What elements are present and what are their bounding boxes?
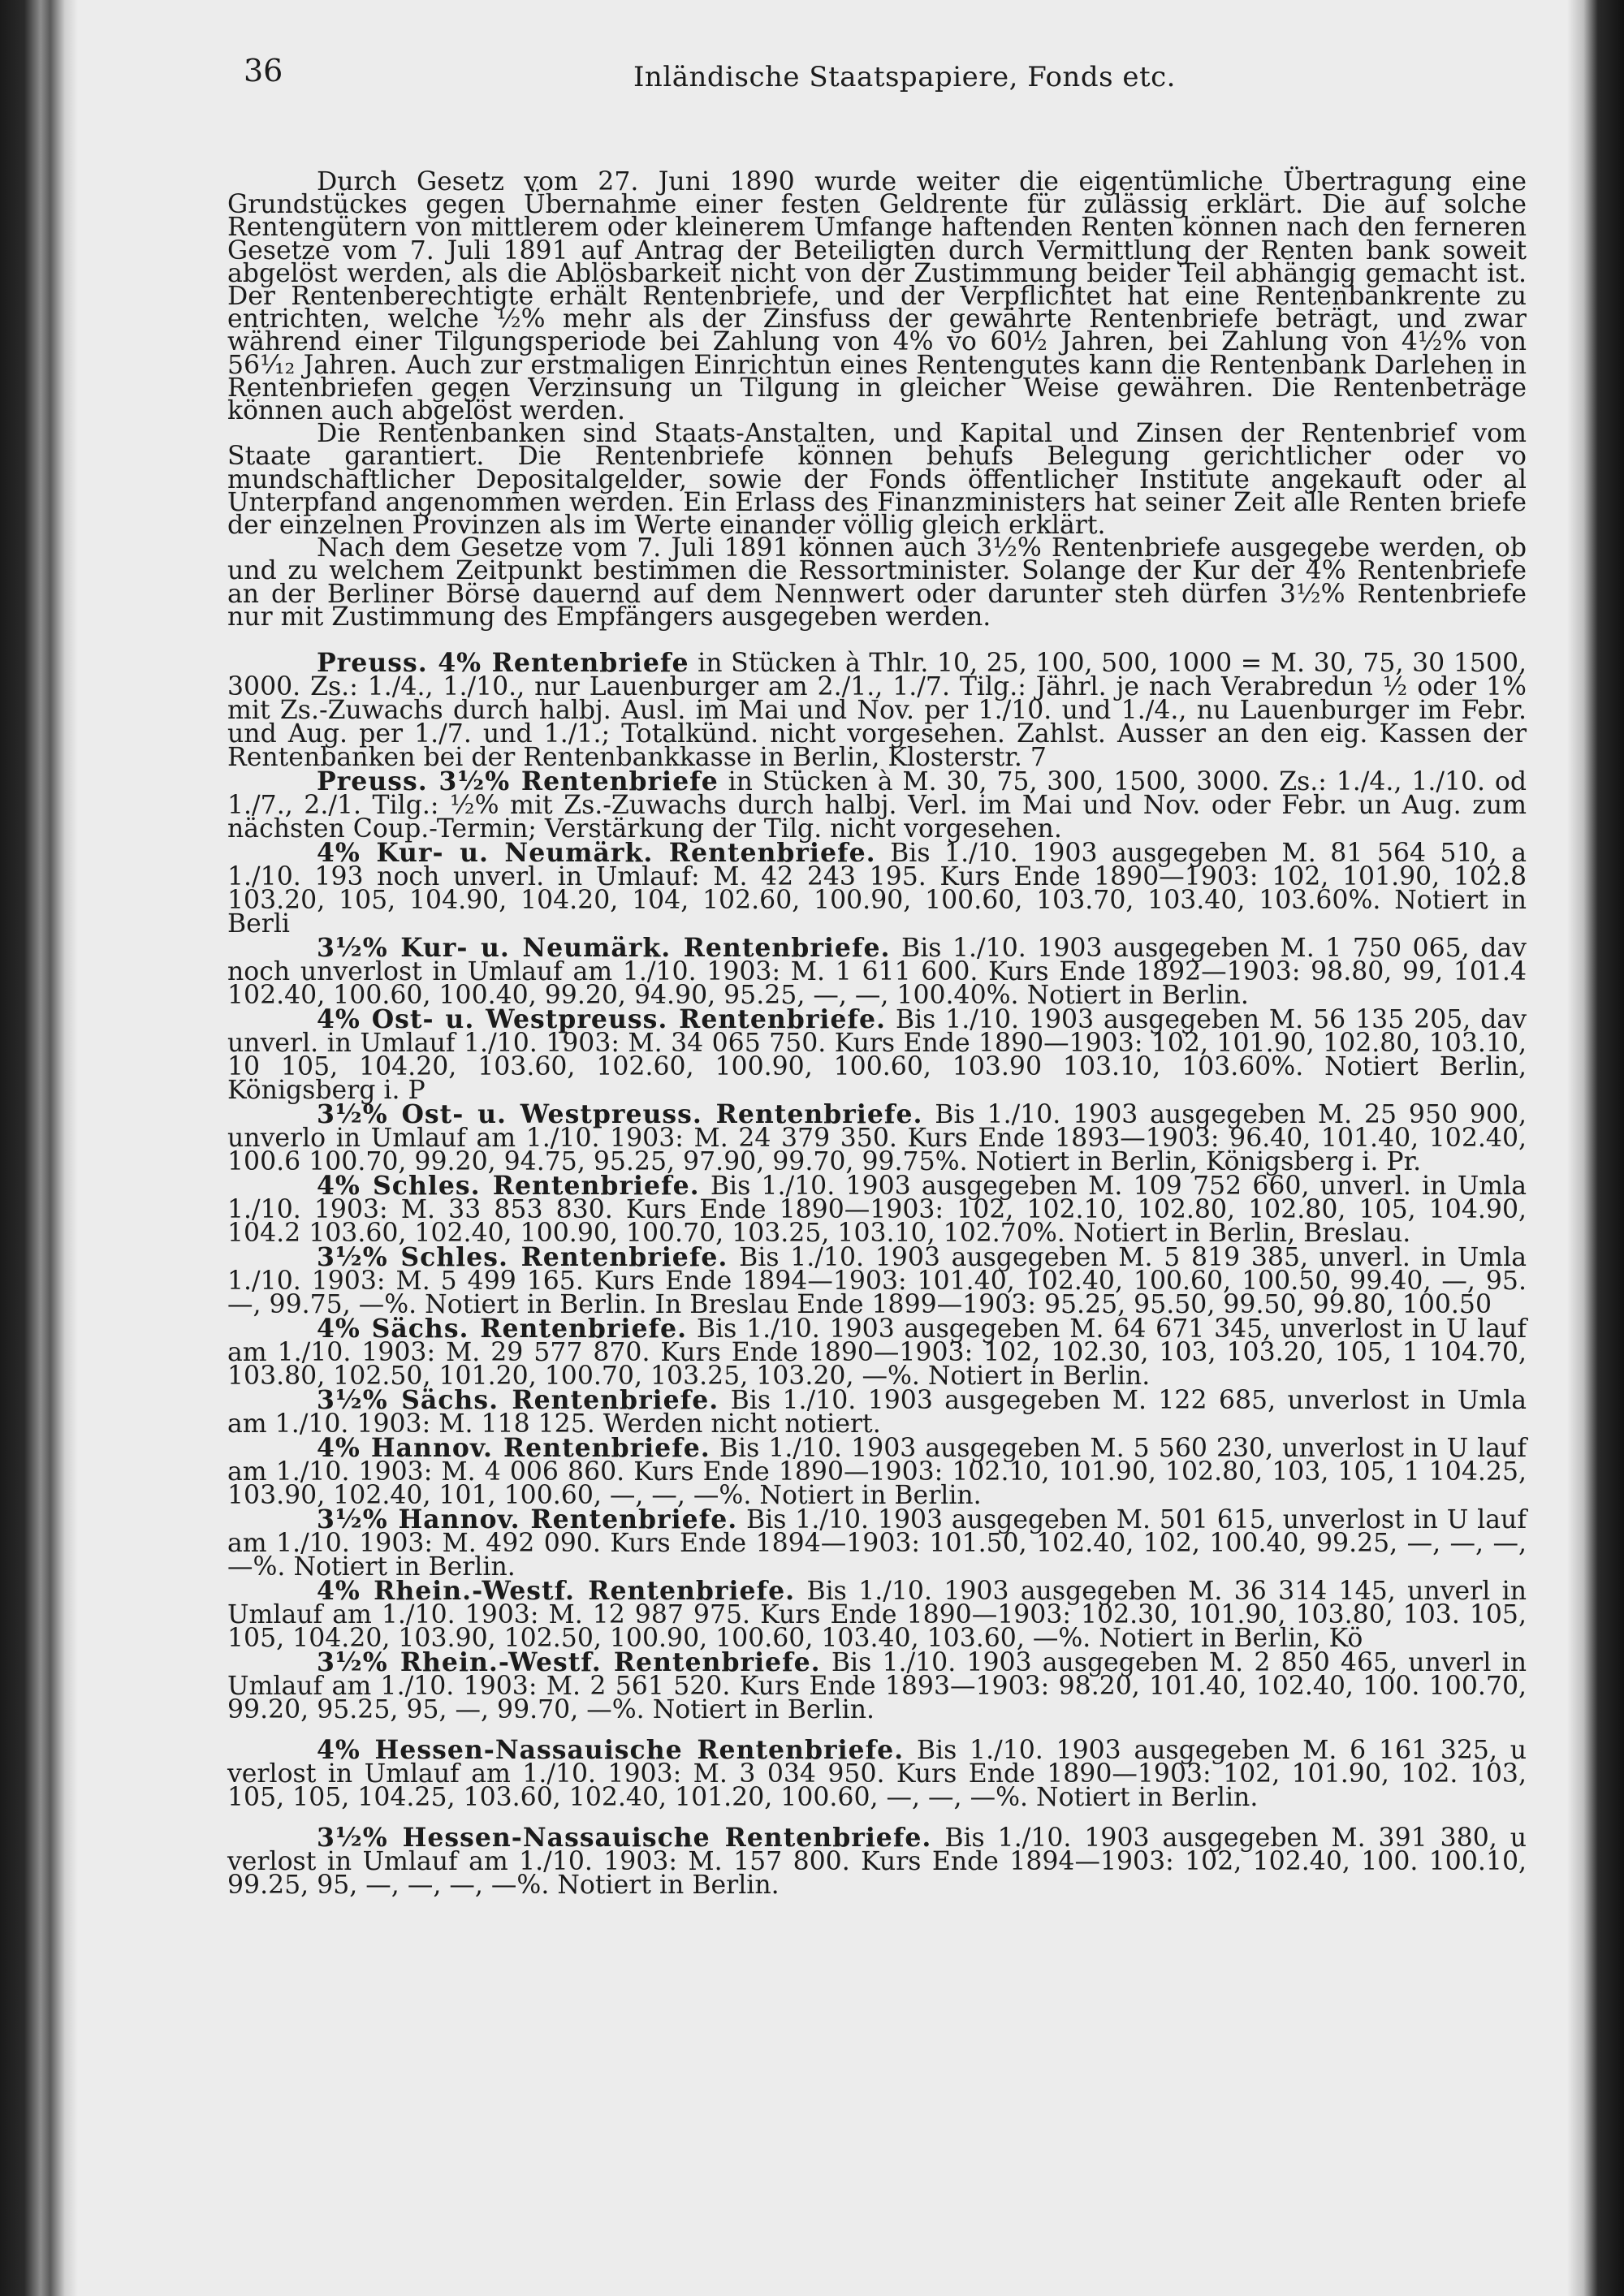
bond-details: Bis 1./10. 1903 ausgegeben M. 1 750 065, dav noch unverlost in Umlauf am 1./10. 1903: M. 1 611 600. Kurs Ende 1892—1903: 98.80, 99, 101.4 102.40, 100.60, 100.40, 99.20, 94.90, 95.25, —, —, 100.40%. Notiert in Berlin.: [227, 934, 1527, 1011]
bond-details: Bis 1./10. 1903 ausgegeben M. 109 752 660, unverl. in Umla 1./10. 1903: M. 33 853 830. Kurs Ende 1890—1903: 102, 102.10, 102.80, 102.80, 105, 104.90, 104.2 103.60, 102.40, 100.90, 100.70, 103.25, 103.10, 102.70%. Notiert in Berlin, Breslau.: [227, 1172, 1527, 1249]
bond-details: Bis 1./10. 1903 ausgegeben M. 391 380, u verlost in Umlauf am 1./10. 1903: M. 157 800. Kurs Ende 1894—1903: 102, 102.40, 100. 100.10, 99.25, 95, —, —, —, —%. Notiert in Berlin.: [227, 1823, 1527, 1901]
bond-entry: [227, 1314, 1527, 1392]
bond-details: Bis 1./10. 1903 ausgegeben M. 56 135 205, dav unverl. in Umlauf 1./10. 1903: M. 34 065 750. Kurs Ende 1890—1903: 102, 101.90, 102.80, 103.10, 10 105, 104.20, 103.60, 102.60, 100.90, 100.60, 103.90 103.10, 103.60%. Notiert Berlin, Königsberg i. P: [227, 1005, 1527, 1106]
bond-entry: [227, 1099, 1527, 1177]
bond-entry: [227, 1576, 1527, 1654]
bond-entry: [227, 933, 1527, 1011]
paragraph: Durch Gesetz vom 27. Juni 1890 wurde weiter die eigentümliche Übertragung eine Grundstückes gegen Übernahme einer festen Geldrente für zulässig erklärt. Die auf solche Rentengütern von mittlerem oder kleinerem Umfange haftenden Renten können nach den ferneren Gesetze vom 7. Juli 1891 auf Antrag der Beteiligten durch Vermittlung der Renten bank soweit abgelöst werden, als die Ablösbarkeit nicht von der Zustimmung beider Teil abhängig gemacht ist. Der Rentenberechtigte erhält Rentenbriefe, und der Verpflichtet hat eine Rentenbankrente zu entrichten, welche ½% mehr als der Zinsfuss der gewährte Rentenbriefe beträgt, und zwar während einer Tilgungsperiode bei Zahlung von 4% vo 60½ Jahren, bei Zahlung von 4½% von 56¹⁄₁₂ Jahren. Auch zur erstmaligen Einrichtun eines Rentengutes kann die Rentenbank Darlehen in Rentenbriefen gegen Verzinsung un Tilgung in gleicher Weise gewähren. Die Rentenbeträge können auch abgelöst werden.: [227, 167, 1527, 426]
bond-name: 3½% Ost- u. Westpreuss. Rentenbriefe.: [317, 1099, 923, 1130]
bond-details: Bis 1./10. 1903 ausgegeben M. 36 314 145, unverl in Umlauf am 1./10. 1903: M. 12 987 975. Kurs Ende 1890—1903: 102.30, 101.90, 103.80, 103. 105, 105, 104.20, 103.90, 102.50, 100.90, 100.60, 103.40, 103.60, —%. Notiert in Berlin, Kö: [227, 1577, 1527, 1654]
scan-border-right: [1567, 0, 1624, 2296]
page-header: [227, 45, 1527, 101]
paragraph: Nach dem Gesetze vom 7. Juli 1891 können auch 3½% Rentenbriefe ausgegebe werden, ob und zu welchem Zeitpunkt bestimmen die Ressortminister. Solange der Kur der 4% Rentenbriefe an der Berliner Börse dauernd auf dem Nennwert oder darunter steh dürfen 3½% Rentenbriefe nur mit Zustimmung des Empfängers ausgegeben werden.: [227, 533, 1527, 632]
running-title: Inländische Staatspapiere, Fonds etc.: [633, 61, 1176, 93]
bond-details: Bis 1./10. 1903 ausgegeben M. 2 850 465, unverl in Umlauf am 1./10. 1903: M. 2 561 520. Kurs Ende 1893—1903: 98.20, 101.40, 102.40, 100. 100.70, 99.20, 95.25, 95, —, 99.70, —%. Notiert in Berlin.: [227, 1648, 1527, 1725]
bond-entries: [227, 648, 1527, 1901]
bond-name: 4% Hessen-Nassauische Rentenbriefe.: [317, 1735, 905, 1766]
bond-entry: [227, 1242, 1527, 1320]
bond-details: in Stücken à Thlr. 10, 25, 100, 500, 1000 = M. 30, 75, 30 1500, 3000. Zs.: 1./4., 1./10., nur Lauenburger am 2./1., 1./7. Tilg.: Jährl. je nach Verabredun ½ oder 1% mit Zs.-Zuwachs durch halbj. Ausl. im Mai und Nov. per 1./10. und 1./4., nu Lauenburger im Febr. und Aug. per 1./7. und 1./1.; Totalkünd. nicht vorgesehen. Zahlst. Ausser an den eig. Kassen der Rentenbanken bei der Rentenbankkasse in Berlin, Klosterstr. 7: [227, 649, 1527, 773]
bond-name: 3½% Rhein.-Westf. Rentenbriefe.: [317, 1647, 821, 1678]
bond-entry: [227, 766, 1527, 844]
bond-details: Bis 1./10. 1903 ausgegeben M. 5 560 230, unverlost in U lauf am 1./10. 1903: M. 4 006 860. Kurs Ende 1890—1903: 102.10, 101.90, 102.80, 103, 105, 1 104.25, 103.90, 102.40, 101, 100.60, —, —, —%. Notiert in Berlin.: [227, 1434, 1527, 1511]
bond-details: Bis 1./10. 1903 ausgegeben M. 501 615, unverlost in U lauf am 1./10. 1903: M. 492 090. Kurs Ende 1894—1903: 101.50, 102.40, 102, 100.40, 99.25, —, —, —, —%. Notiert in Berlin.: [227, 1505, 1527, 1582]
bond-name: 3½% Schles. Rentenbriefe.: [317, 1242, 728, 1273]
intro-text: [227, 167, 1527, 632]
bond-name: 3½% Kur- u. Neumärk. Rentenbriefe.: [317, 933, 891, 964]
bond-name: 4% Schles. Rentenbriefe.: [317, 1171, 700, 1202]
bond-details: Bis 1./10. 1903 ausgegeben M. 5 819 385, unverl. in Umla 1./10. 1903: M. 5 499 165. Kurs Ende 1894—1903: 101.40, 102.40, 100.60, 100.50, 99.40, —, 95. —, 99.75, —%. Notiert in Berlin. In Breslau Ende 1899—1903: 95.25, 95.50, 99.50, 99.80, 100.50: [227, 1243, 1527, 1320]
bond-name: 3½% Hannov. Rentenbriefe.: [317, 1504, 738, 1535]
bond-name: 4% Hannov. Rentenbriefe.: [317, 1433, 710, 1464]
bond-entry: [227, 1647, 1527, 1725]
bond-entry: [227, 648, 1527, 773]
bond-entry: [227, 1004, 1527, 1106]
bond-name: 4% Ost- u. Westpreuss. Rentenbriefe.: [317, 1004, 886, 1035]
book-page: [227, 45, 1527, 1901]
bond-details: in Stücken à M. 30, 75, 300, 1500, 3000. Zs.: 1./4., 1./10. od 1./7., 2./1. Tilg.: ½% mit Zs.-Zuwachs durch halbj. Verl. im Mai und Nov. oder Febr. un Aug. zum nächsten Coup.-Termin; Verstärkung der Tilg. nicht vorgesehen.: [227, 767, 1527, 844]
bond-entry: [227, 1433, 1527, 1511]
bond-details: Bis 1./10. 1903 ausgegeben M. 122 685, unverlost in Umla am 1./10. 1903: M. 118 125. Werden nicht notiert.: [227, 1386, 1527, 1439]
bond-name: Preuss. 4% Rentenbriefe: [317, 648, 689, 679]
bond-entry: [227, 1385, 1527, 1439]
bond-entry: [227, 1735, 1527, 1813]
bond-name: 3½% Sächs. Rentenbriefe.: [317, 1385, 719, 1416]
bond-entry: [227, 1171, 1527, 1249]
bond-details: Bis 1./10. 1903 ausgegeben M. 81 564 510, a 1./10. 193 noch unverl. in Umlauf: M. 42 243 195. Kurs Ende 1890—1903: 102, 101.90, 102.8 103.20, 105, 104.90, 104.20, 104, 102.60, 100.90, 100.60, 103.70, 103.40, 103.60%. Notiert in Berli: [227, 839, 1527, 939]
bond-details: Bis 1./10. 1903 ausgegeben M. 6 161 325, u verlost in Umlauf am 1./10. 1903: M. 3 034 950. Kurs Ende 1890—1903: 102, 101.90, 102. 103, 105, 105, 104.25, 103.60, 102.40, 101.20, 100.60, —, —, —%. Notiert in Berlin.: [227, 1736, 1527, 1813]
page-number: 36: [244, 53, 283, 88]
bond-name: Preuss. 3½% Rentenbriefe: [317, 766, 719, 797]
bond-name: 3½% Hessen-Nassauische Rentenbriefe.: [317, 1823, 932, 1854]
bond-name: 4% Rhein.-Westf. Rentenbriefe.: [317, 1576, 796, 1607]
bond-details: Bis 1./10. 1903 ausgegeben M. 64 671 345, unverlost in U lauf am 1./10. 1903: M. 29 577 870. Kurs Ende 1890—1903: 102, 102.30, 103, 103.20, 105, 1 104.70, 103.80, 102.50, 101.20, 100.70, 103.25, 103.20, —%. Notiert in Berlin.: [227, 1314, 1527, 1392]
bond-details: Bis 1./10. 1903 ausgegeben M. 25 950 900, unverlo in Umlauf am 1./10. 1903: M. 24 379 350. Kurs Ende 1893—1903: 96.40, 101.40, 102.40, 100.6 100.70, 99.20, 94.75, 95.25, 97.90, 99.70, 99.75%. Notiert in Berlin, Königsberg i. Pr.: [227, 1100, 1527, 1177]
bond-entry: [227, 838, 1527, 939]
bond-entry: [227, 1504, 1527, 1582]
bond-name: 4% Sächs. Rentenbriefe.: [317, 1314, 688, 1344]
bond-entry: [227, 1823, 1527, 1901]
bond-name: 4% Kur- u. Neumärk. Rentenbriefe.: [317, 838, 876, 869]
paragraph: Die Rentenbanken sind Staats-Anstalten, und Kapital und Zinsen der Rentenbrief vom Staate garantiert. Die Rentenbriefe können behufs Belegung gerichtlicher oder vo mundschaftlicher Depositalgelder, sowie der Fonds öffentlicher Institute angekauft oder al Unterpfand angenommen werden. Ein Erlass des Finanzministers hat seiner Zeit alle Renten briefe der einzelnen Provinzen als im Werte einander völlig gleich erklärt.: [227, 419, 1527, 541]
scan-border-left: [0, 0, 78, 2296]
